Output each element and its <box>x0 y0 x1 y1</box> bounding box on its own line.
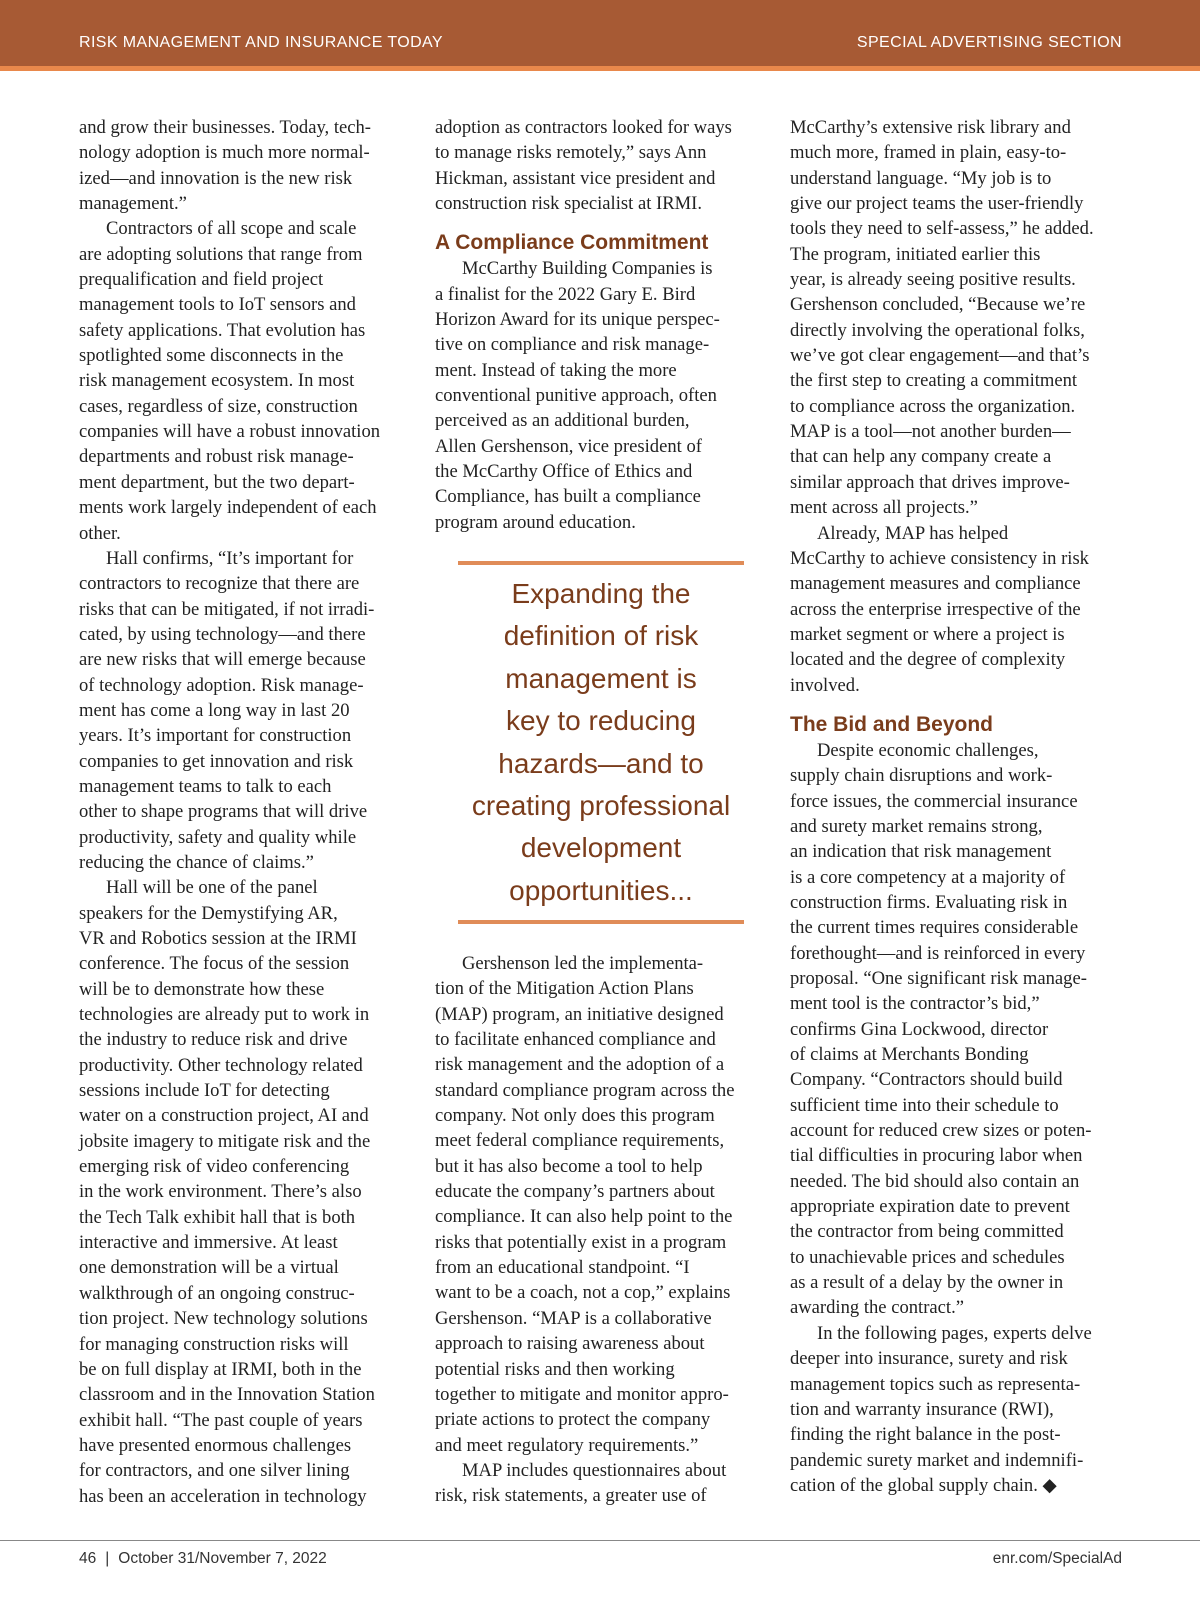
text-line: (MAP) program, an initiative designed <box>435 1003 724 1025</box>
text-line: emerging risk of video conferencing <box>79 1156 350 1178</box>
text-line: McCarthy’s extensive risk library and <box>790 117 1071 138</box>
text-line: awarding the contract.” <box>790 1297 964 1319</box>
text-line: other to shape programs that will drive <box>79 801 368 823</box>
text-line: hazards—and to <box>498 747 704 779</box>
text-line: speakers for the Demystifying AR, <box>79 902 338 924</box>
text-line: ment. Instead of taking the more <box>435 359 677 381</box>
text-line: creating professional <box>471 790 731 822</box>
text-line: risks that potentially exist in a program <box>435 1231 727 1253</box>
text-line: cated, by using technology—and there <box>79 623 366 645</box>
text-line: finding the right balance in the post- <box>790 1424 1061 1446</box>
text-line: one demonstration will be a virtual <box>79 1257 339 1279</box>
text-line: Already, MAP has helped <box>817 522 1009 544</box>
header-accent-rule <box>0 66 1200 71</box>
text-line: as a result of a delay by the owner in <box>790 1272 1064 1294</box>
section-heading-bid: The Bid and Beyond <box>790 712 994 736</box>
text-line: of claims at Merchants Bonding <box>790 1044 1029 1066</box>
text-line: compliance. It can also help point to the <box>435 1206 733 1228</box>
text-line: sessions include IoT for detecting <box>79 1080 330 1102</box>
text-line: across the enterprise irrespective of the <box>790 598 1081 620</box>
text-line: that can help any company create a <box>790 446 1052 468</box>
text-line: Allen Gershenson, vice president of <box>435 435 702 457</box>
text-line: force issues, the commercial insurance <box>790 790 1078 812</box>
text-line: contractors to recognize that there are <box>79 573 360 595</box>
text-line: nology adoption is much more normal- <box>79 142 370 164</box>
text-line: supply chain disruptions and work- <box>790 765 1053 787</box>
text-line: Gershenson. “MAP is a collaborative <box>435 1307 712 1329</box>
text-line: account for reduced crew sizes or poten- <box>790 1120 1092 1142</box>
text-line: MAP includes questionnaires about <box>462 1459 727 1481</box>
text-line: the Tech Talk exhibit hall that is both <box>79 1206 356 1228</box>
footer-issue-info <box>79 1550 327 1568</box>
article-column-2 <box>435 115 770 535</box>
text-line: the contractor from being committed <box>790 1221 1064 1243</box>
pull-quote-box <box>458 561 744 924</box>
text-line: Contractors of all scope and scale <box>106 218 357 240</box>
text-line: Horizon Award for its unique perspec- <box>435 309 720 331</box>
text-line: Gershenson concluded, “Because we’re <box>790 294 1086 316</box>
text-line: management measures and compliance <box>790 573 1081 595</box>
text-line: tion of the Mitigation Action Plans <box>435 978 694 1000</box>
text-line: to manage risks remotely,” says Ann <box>435 142 707 164</box>
text-line: perceived as an additional burden, <box>435 410 690 432</box>
text-line: for managing construction risks will <box>79 1333 349 1355</box>
text-line: interactive and immersive. At least <box>79 1232 338 1254</box>
text-line: tial difficulties in procuring labor when <box>790 1145 1083 1167</box>
text-line: Despite economic challenges, <box>817 739 1039 761</box>
text-line: companies will have a robust innovation <box>79 421 381 443</box>
text-line: McCarthy Building Companies is <box>462 258 713 280</box>
text-line: jobsite imagery to mitigate risk and the <box>79 1130 371 1152</box>
text-line: opportunities... <box>509 874 693 906</box>
text-line: understand language. “My job is to <box>790 167 1052 189</box>
publication-title: RISK MANAGEMENT AND INSURANCE TODAY <box>79 34 443 51</box>
article-column-1 <box>79 115 409 1509</box>
text-line: standard compliance program across the <box>435 1079 735 1101</box>
text-line: but it has also become a tool to help <box>435 1155 703 1177</box>
text-line: years. It’s important for construction <box>79 725 352 747</box>
text-line: company. Not only does this program <box>435 1105 715 1127</box>
text-line: educate the company’s partners about <box>435 1181 715 1203</box>
text-line: sufficient time into their schedule to <box>790 1094 1059 1116</box>
text-line: risks that can be mitigated, if not irradi- <box>79 598 375 620</box>
text-line: MAP is a tool—not another burden— <box>790 421 1071 443</box>
section-heading-compliance: A Compliance Commitment <box>435 231 709 255</box>
text-line: classroom and in the Innovation Station <box>79 1384 375 1406</box>
text-line: are new risks that will emerge because <box>79 649 366 671</box>
text-line: a finalist for the 2022 Gary E. Bird <box>435 283 696 305</box>
text-line: ized—and innovation is the new risk <box>79 167 353 189</box>
text-line: ments work largely independent of each <box>79 497 377 519</box>
text-line: reducing the chance of claims.” <box>79 851 314 873</box>
text-line: Hall confirms, “It’s important for <box>106 547 354 569</box>
text-line: for contractors, and one silver lining <box>79 1460 350 1482</box>
text-line: to unachievable prices and schedules <box>790 1246 1065 1268</box>
text-line: exhibit hall. “The past couple of years <box>79 1409 363 1431</box>
text-line: and surety market remains strong, <box>790 815 1043 837</box>
text-line: prequalification and field project <box>79 269 324 291</box>
text-line: meet federal compliance requirements, <box>435 1130 725 1152</box>
text-line: similar approach that drives improve- <box>790 471 1070 493</box>
text-line: to compliance across the organization. <box>790 395 1076 417</box>
column-3-intro <box>790 115 1125 698</box>
text-line: and grow their businesses. Today, tech- <box>79 117 371 138</box>
text-line: market segment or where a project is <box>790 623 1065 645</box>
column-2-compliance-paragraph <box>435 256 770 535</box>
text-line: departments and robust risk manage- <box>79 446 354 468</box>
text-line: definition of risk <box>503 620 699 652</box>
text-line: productivity. Other technology related <box>79 1054 363 1076</box>
text-line: other. <box>79 522 121 544</box>
pull-quote-bottom-rule <box>458 920 744 924</box>
text-line: construction firms. Evaluating risk in <box>790 891 1068 913</box>
text-line: cation of the global supply chain. ◆ <box>790 1474 1057 1496</box>
header-bar <box>0 0 1200 66</box>
text-line: directly involving the operational folks, <box>790 319 1085 341</box>
column-3-bid-paragraph <box>790 738 1125 1498</box>
footer-separator: | <box>105 1550 110 1567</box>
text-line: spotlighted some disconnects in the <box>79 345 344 367</box>
text-line: is a core competency at a majority of <box>790 866 1066 888</box>
text-line: year, is already seeing positive results. <box>790 269 1076 291</box>
text-line: Compliance, has built a compliance <box>435 486 701 508</box>
text-line: cases, regardless of size, construction <box>79 395 358 417</box>
text-line: management tools to IoT sensors and <box>79 294 356 316</box>
text-line: the industry to reduce risk and drive <box>79 1029 348 1051</box>
text-line: the McCarthy Office of Ethics and <box>435 461 693 483</box>
text-line: forethought—and is reinforced in every <box>790 942 1086 964</box>
text-line: will be to demonstrate how these <box>79 978 325 1000</box>
text-line: program around education. <box>435 511 636 533</box>
text-line: needed. The bid should also contain an <box>790 1170 1080 1192</box>
text-line: key to reducing <box>506 705 696 737</box>
section-label: SPECIAL ADVERTISING SECTION <box>856 34 1122 51</box>
text-line: ment department, but the two depart- <box>79 471 355 493</box>
text-line: conventional punitive approach, often <box>435 385 717 407</box>
text-line: are adopting solutions that range from <box>79 243 363 265</box>
article-column-3 <box>790 115 1125 1498</box>
text-line: companies to get innovation and risk <box>79 750 354 772</box>
text-line: ment tool is the contractor’s bid,” <box>790 993 1040 1015</box>
text-line: an indication that risk management <box>790 841 1052 863</box>
text-line: tools they need to self-assess,” he added. <box>790 218 1094 240</box>
text-line: to facilitate enhanced compliance and <box>435 1029 716 1051</box>
column-2-intro <box>435 115 770 216</box>
text-line: McCarthy to achieve consistency in risk <box>790 547 1089 569</box>
text-line: development <box>520 832 682 864</box>
text-line: want to be a coach, not a cop,” explains <box>435 1282 731 1304</box>
text-line: management topics such as representa- <box>790 1373 1081 1395</box>
text-line: we’ve got clear engagement—and that’s <box>790 345 1090 367</box>
column-2-continuation <box>435 951 770 1509</box>
footer-url: enr.com/SpecialAd <box>992 1550 1122 1567</box>
page-number: 46 <box>79 1550 97 1567</box>
text-line: confirms Gina Lockwood, director <box>790 1018 1049 1040</box>
text-line: productivity, safety and quality while <box>79 826 357 848</box>
text-line: has been an acceleration in technology <box>79 1485 367 1507</box>
pull-quote <box>458 565 744 920</box>
text-line: Hall will be one of the panel <box>106 877 318 899</box>
text-line: Gershenson led the implementa- <box>462 953 704 974</box>
text-line: tive on compliance and risk manage- <box>435 334 710 356</box>
text-line: located and the degree of complexity <box>790 649 1066 671</box>
text-line: in the work environment. There’s also <box>79 1181 362 1203</box>
text-line: have presented enormous challenges <box>79 1434 352 1456</box>
text-line: priate actions to protect the company <box>435 1409 711 1431</box>
text-line: Company. “Contractors should build <box>790 1069 1063 1091</box>
text-line: deeper into insurance, surety and risk <box>790 1348 1068 1370</box>
text-line: adoption as contractors looked for ways <box>435 117 732 138</box>
text-line: management teams to talk to each <box>79 775 332 797</box>
text-line: water on a construction project, AI and <box>79 1105 369 1127</box>
text-line: technologies are already put to work in <box>79 1004 370 1026</box>
text-line: walkthrough of an ongoing construc- <box>79 1282 355 1304</box>
text-line: safety applications. That evolution has <box>79 319 366 341</box>
text-line: risk management ecosystem. In most <box>79 370 355 392</box>
text-line: together to mitigate and monitor appro- <box>435 1383 729 1405</box>
text-line: approach to raising awareness about <box>435 1333 705 1355</box>
text-line: the first step to creating a commitment <box>790 370 1078 392</box>
text-line: The program, initiated earlier this <box>790 243 1041 265</box>
text-line: from an educational standpoint. “I <box>435 1257 690 1279</box>
text-line: VR and Robotics session at the IRMI <box>79 928 357 949</box>
text-line: give our project teams the user-friendly <box>790 193 1084 215</box>
text-line: tion project. New technology solutions <box>79 1308 368 1330</box>
text-line: In the following pages, experts delve <box>817 1322 1092 1344</box>
text-line: much more, framed in plain, easy-to- <box>790 142 1067 164</box>
text-line: risk, risk statements, a greater use of <box>435 1485 707 1507</box>
text-line: of technology adoption. Risk manage- <box>79 674 364 696</box>
text-line: conference. The focus of the session <box>79 953 350 975</box>
text-line: potential risks and then working <box>435 1358 675 1380</box>
text-line: tion and warranty insurance (RWI), <box>790 1398 1054 1420</box>
text-line: Hickman, assistant vice president and <box>435 167 716 189</box>
text-line: ment across all projects.” <box>790 497 978 519</box>
text-line: risk management and the adoption of a <box>435 1054 725 1076</box>
text-line: construction risk specialist at IRMI. <box>435 193 702 215</box>
text-line: pandemic surety market and indemnifi- <box>790 1449 1084 1471</box>
text-line: and meet regulatory requirements.” <box>435 1434 699 1456</box>
text-line: ment has come a long way in last 20 <box>79 699 350 721</box>
text-line: be on full display at IRMI, both in the <box>79 1358 362 1380</box>
text-line: involved. <box>790 674 860 696</box>
text-line: the current times requires considerable <box>790 917 1079 939</box>
footer-rule <box>0 1540 1200 1541</box>
text-line: management is <box>505 662 697 694</box>
text-line: appropriate expiration date to prevent <box>790 1196 1070 1218</box>
text-line: proposal. “One significant risk manage- <box>790 968 1087 989</box>
text-line: Expanding the <box>511 578 691 609</box>
text-line: management.” <box>79 193 187 215</box>
issue-date: October 31/November 7, 2022 <box>118 1550 327 1567</box>
